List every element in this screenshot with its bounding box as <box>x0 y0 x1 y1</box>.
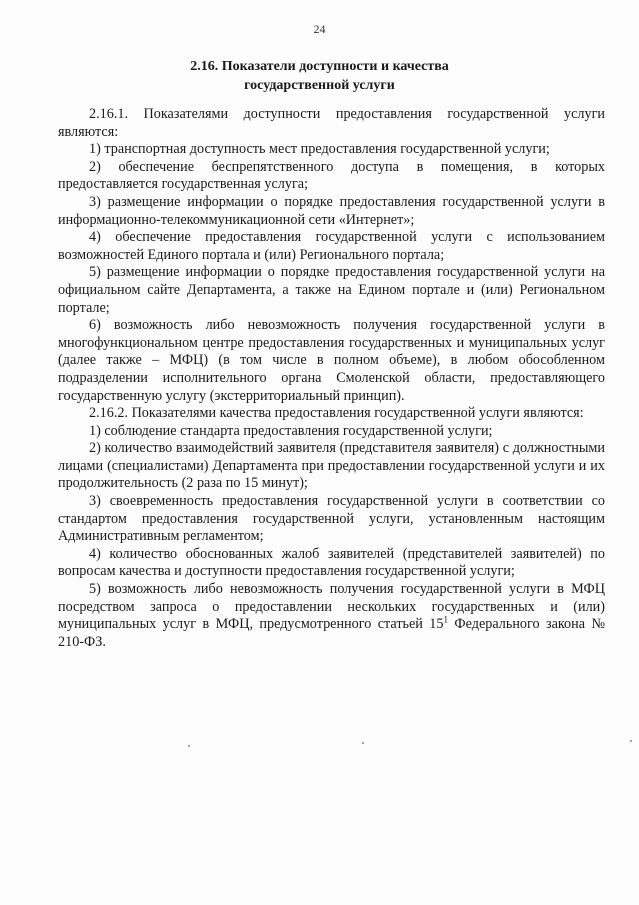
list-item-accessibility-4: 4) обеспечение предоставления государственной услуги с использованием возможностей Единого портала и (или) Регионального портала; <box>58 229 605 263</box>
section-heading <box>0 57 639 95</box>
footnote-superscript: 1 <box>443 614 448 625</box>
page-number: 24 <box>313 22 326 36</box>
list-item-quality-5 <box>58 581 605 651</box>
scan-speck <box>188 745 190 747</box>
scan-speck <box>362 742 364 744</box>
list-item-quality-5-text: 5) возможность либо невозможность получения государственной услуги в МФЦ посредством запроса о предоставлении нескольких государственных и (или) муниципальных услуг в МФЦ, предусмотренного статьей 15 <box>58 581 605 633</box>
list-item-quality-4: 4) количество обоснованных жалоб заявителей (представителей заявителей) по вопросам качества и доступности предоставления государственной услуги; <box>58 545 605 580</box>
list-item-accessibility-2: 2) обеспечение беспрепятственного доступа в помещения, в которых предоставляется государственная услуга; <box>58 158 605 193</box>
section-heading-line-1: 2.16. Показатели доступности и качества <box>190 59 449 74</box>
paragraph-2-16-1-intro: 2.16.1. Показателями доступности предоставления государственной услуги являются: <box>58 106 605 140</box>
list-item-accessibility-5: 5) размещение информации о порядке предоставления государственной услуги на официальном сайте Департамента, а также на Едином портале и (или) Региональном портале; <box>58 264 605 316</box>
list-item-accessibility-3: 3) размещение информации о порядке предоставления государственной услуги в информационно-телекоммуникационной сети «Интернет»; <box>58 193 605 228</box>
list-item-quality-5-tail: Федерального закона № 210-ФЗ. <box>58 616 605 650</box>
list-item-quality-3: 3) своевременность предоставления государственной услуги в соответствии со стандартом предоставления государственной услуги, установленным настоящим Административным регламентом; <box>58 493 605 545</box>
list-item-accessibility-1: 1) транспортная доступность мест предоставления государственной услуги; <box>89 141 550 158</box>
paragraph-2-16-2-intro: 2.16.2. Показателями качества предоставления государственной услуги являются: <box>89 405 584 422</box>
scan-speck <box>630 740 632 742</box>
document-body <box>58 106 605 651</box>
list-item-accessibility-6: 6) возможность либо невозможность получения государственной услуги в многофункциональном центре предоставления государственных и муниципальных услуг (далее также – МФЦ) (в том числе в полном объеме), в любом обособленном подразделении исполнительного органа Смоленской области, предоставляющего государственную услугу (экстерриториальный принцип). <box>58 317 605 404</box>
list-item-quality-2: 2) количество взаимодействий заявителя (представителя заявителя) с должностными лицами (специалистами) Департамента при предоставлении государственной услуги и их продолжительность (2 раза по 15 минут); <box>58 440 605 492</box>
section-heading-line-2: государственной услуги <box>244 78 395 93</box>
list-item-quality-1: 1) соблюдение стандарта предоставления государственной услуги; <box>89 422 493 439</box>
